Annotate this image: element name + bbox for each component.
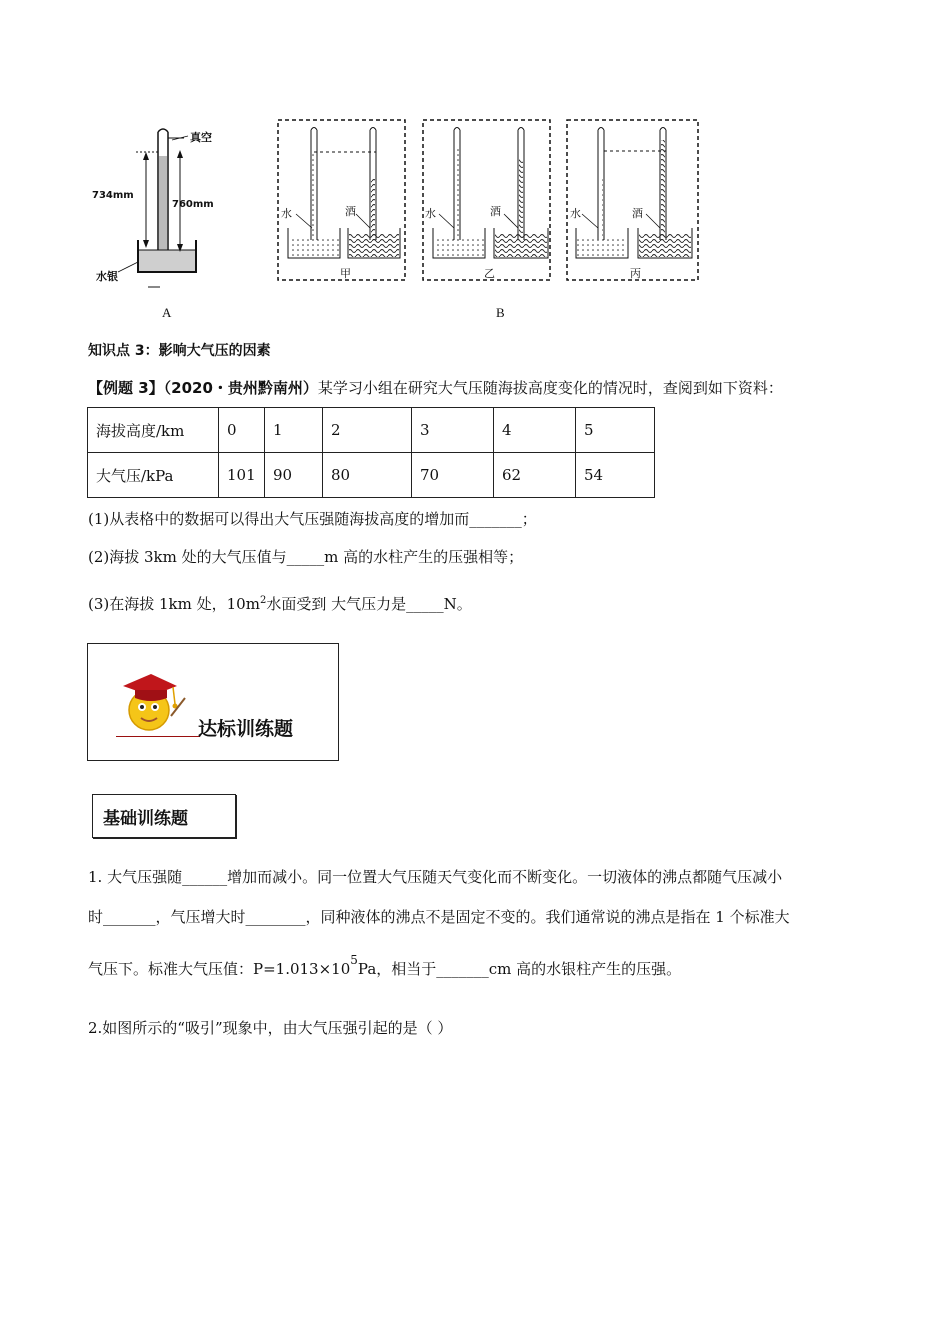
figure-b-caption: B	[496, 305, 505, 320]
problem-2: 2.如图所示的“吸引”现象中，由大气压强引起的是（ ）	[88, 1019, 453, 1037]
table-cell: 3	[412, 408, 494, 453]
table-cell: 2	[323, 408, 412, 453]
problem-1-line-1: 1. 大气压强随______增加而减小。同一位置大气压随天气变化而不断变化。一切液体的沸点都随气压减小	[88, 868, 783, 886]
height-734-label: 734mm	[92, 190, 134, 201]
height-760-label: 760mm	[172, 199, 214, 210]
altitude-pressure-table	[87, 407, 655, 498]
question-3	[88, 593, 472, 614]
table-cell: 54	[576, 453, 655, 498]
panel2-water-label: 水	[425, 207, 436, 220]
banner-underline	[116, 736, 200, 737]
table-cell: 5	[576, 408, 655, 453]
problem-1-line-2: 时_______，气压增大时________，同种液体的沸点不是固定不变的。我们通常说的沸点是指在 1 个标准大	[88, 908, 790, 926]
table-cell: 62	[494, 453, 576, 498]
example-tag: 【例题 3】（2020・贵州黔南州）	[88, 379, 318, 397]
graduate-mascot-icon	[113, 662, 193, 742]
vacuum-label: 真空	[190, 131, 212, 144]
question-1: (1)从表格中的数据可以得出大气压强随海拔高度的增加而_______；	[88, 510, 537, 528]
table-cell: 0	[219, 408, 265, 453]
table-cell: 101	[219, 453, 265, 498]
problem-1-line-3-part-b: Pa，相当于_______cm 高的水银柱产生的压强。	[357, 960, 682, 978]
table-row	[88, 408, 655, 453]
table-cell: 80	[323, 453, 412, 498]
panel2-alcohol-label: 酒	[490, 205, 501, 218]
table-cell: 大气压/kPa	[88, 453, 219, 498]
problem-1-exponent: 5	[350, 953, 358, 967]
question-3-superscript: 2	[259, 595, 267, 606]
section-title: 知识点 3：影响大气压的因素	[88, 343, 271, 359]
table-cell: 4	[494, 408, 576, 453]
figure-b-panels	[276, 118, 701, 282]
table-cell: 70	[412, 453, 494, 498]
basic-training-heading	[92, 794, 236, 838]
question-3-part-b: 水面受到 大气压力是_____N。	[266, 595, 472, 613]
panel3-alcohol-label: 酒	[632, 207, 643, 220]
example-heading	[88, 377, 783, 398]
table-cell: 1	[265, 408, 323, 453]
panel2-name: 乙	[484, 267, 495, 280]
panel1-water-label: 水	[281, 207, 292, 220]
table-row	[88, 453, 655, 498]
figure-a-caption: A	[162, 305, 172, 320]
panel1-alcohol-label: 酒	[345, 205, 356, 218]
mercury-label: 水银	[96, 270, 118, 283]
standard-training-banner	[87, 643, 339, 761]
basic-training-title: 基础训练题	[103, 809, 188, 829]
problem-1-line-3-part-a: 气压下。标准大气压值：P=1.013×10	[88, 960, 351, 978]
question-3-part-a: (3)在海拔 1km 处，10m	[88, 595, 260, 613]
table-cell: 90	[265, 453, 323, 498]
problem-1-line-3	[88, 953, 682, 979]
question-2: (2)海拔 3km 处的大气压值与_____m 高的水柱产生的压强相等；	[88, 548, 524, 566]
panel1-name: 甲	[340, 267, 351, 280]
table-cell: 海拔高度/km	[88, 408, 219, 453]
banner-title: 达标训练题	[198, 718, 294, 740]
panel3-name: 丙	[630, 267, 641, 280]
panel3-water-label: 水	[570, 207, 581, 220]
example-text: 某学习小组在研究大气压随海拔高度变化的情况时，查阅到如下资料：	[317, 379, 783, 397]
